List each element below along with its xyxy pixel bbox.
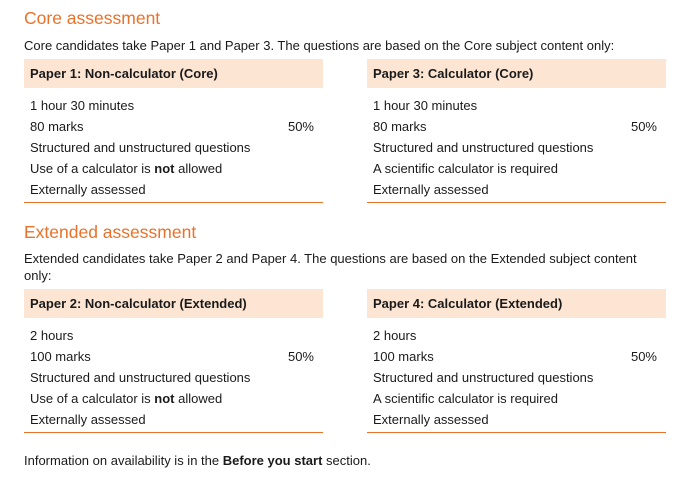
paper-1-question-type: Structured and unstructured questions xyxy=(30,140,251,155)
paper-2-duration: 2 hours xyxy=(30,328,74,343)
paper-4-question-type: Structured and unstructured questions xyxy=(373,370,594,385)
paper-3-assessment: Externally assessed xyxy=(373,182,489,197)
paper-2-marks: 100 marks xyxy=(30,349,91,364)
paper-1-marks-row xyxy=(30,116,317,137)
paper-4-marks-row xyxy=(373,346,660,367)
paper-4-calculator: A scientific calculator is required xyxy=(373,391,558,406)
paper-1-details xyxy=(24,88,323,203)
paper-1-duration: 1 hour 30 minutes xyxy=(30,98,135,113)
extended-assessment-title: Extended assessment xyxy=(24,222,197,242)
core-assessment-title: Core assessment xyxy=(24,8,161,28)
paper-1-marks: 80 marks xyxy=(30,119,84,134)
paper-2-marks-row xyxy=(30,346,317,367)
paper-3-duration: 1 hour 30 minutes xyxy=(373,98,478,113)
paper-2-assessment: Externally assessed xyxy=(30,412,146,427)
core-assessment-intro: Core candidates take Paper 1 and Paper 3. The questions are based on the Core subject content only: xyxy=(24,38,615,53)
paper-3-card xyxy=(367,59,666,203)
paper-2-weighting: 50% xyxy=(287,349,314,364)
paper-3-details xyxy=(367,88,666,203)
paper-3-calculator: A scientific calculator is required xyxy=(373,161,558,176)
paper-4-heading: Paper 4: Calculator (Extended) xyxy=(367,289,666,318)
paper-4-duration: 2 hours xyxy=(373,328,417,343)
paper-4-card xyxy=(367,289,666,433)
paper-2-calculator: Use of a calculator is not allowed xyxy=(30,391,223,406)
availability-note: Information on availability is in the Before you start section. xyxy=(24,453,371,468)
extended-papers xyxy=(24,289,668,435)
paper-3-question-type: Structured and unstructured questions xyxy=(373,140,594,155)
paper-1-weighting: 50% xyxy=(287,119,314,134)
paper-2-heading: Paper 2: Non-calculator (Extended) xyxy=(24,289,323,318)
paper-4-assessment: Externally assessed xyxy=(373,412,489,427)
paper-1-calculator: Use of a calculator is not allowed xyxy=(30,161,223,176)
paper-1-assessment: Externally assessed xyxy=(30,182,146,197)
paper-1-card xyxy=(24,59,323,203)
paper-2-details xyxy=(24,318,323,433)
paper-3-marks: 80 marks xyxy=(373,119,427,134)
paper-3-weighting: 50% xyxy=(630,119,657,134)
paper-4-weighting: 50% xyxy=(630,349,657,364)
paper-2-card xyxy=(24,289,323,433)
paper-4-marks: 100 marks xyxy=(373,349,434,364)
core-papers xyxy=(24,59,668,205)
extended-assessment-intro: Extended candidates take Paper 2 and Paper 4. The questions are based on the Extended subject content only: xyxy=(24,251,637,283)
paper-3-heading: Paper 3: Calculator (Core) xyxy=(367,59,666,88)
before-you-start-ref: Before you start xyxy=(222,453,323,468)
paper-3-marks-row xyxy=(373,116,660,137)
paper-4-details xyxy=(367,318,666,433)
paper-2-question-type: Structured and unstructured questions xyxy=(30,370,251,385)
paper-1-heading: Paper 1: Non-calculator (Core) xyxy=(24,59,323,88)
